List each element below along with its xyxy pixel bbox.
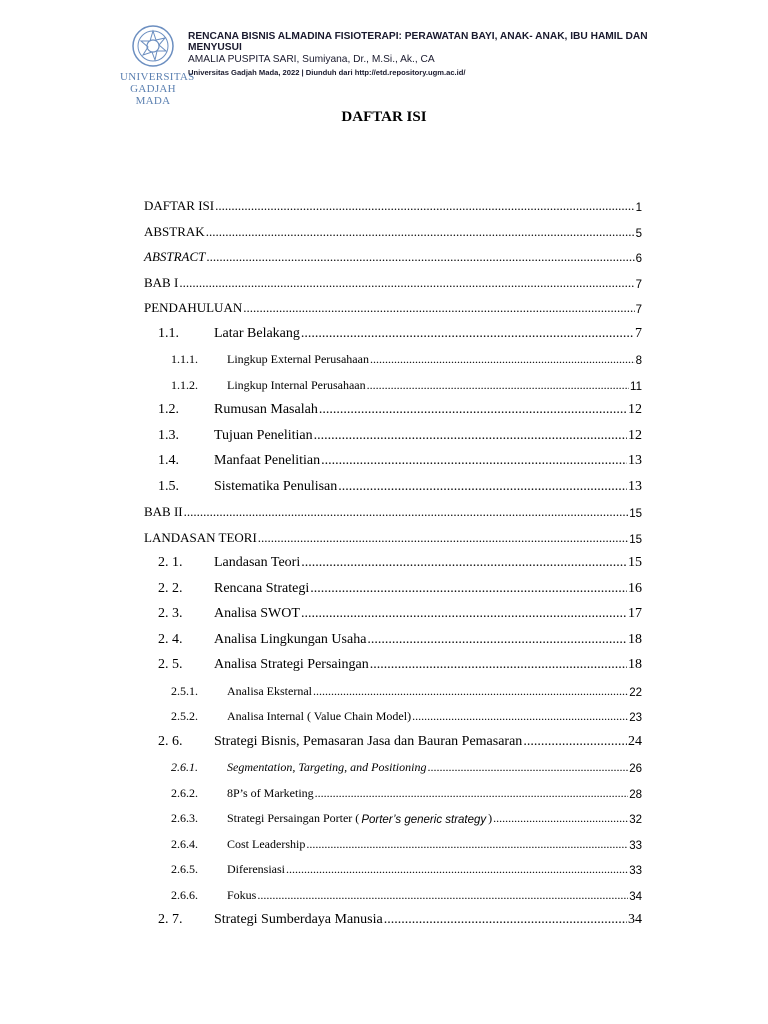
logo-text-line2: GADJAH MADA	[130, 83, 176, 107]
toc-entry-2-6-2[interactable]	[144, 781, 642, 801]
toc-entry-pendahuluan[interactable]	[144, 296, 642, 316]
toc-number: 2.6.3.	[171, 811, 198, 825]
toc-page: 1	[635, 202, 642, 214]
leader-dots	[286, 862, 628, 877]
leader-dots	[258, 530, 628, 546]
toc-number: 2.5.2.	[171, 709, 198, 723]
leader-dots	[206, 224, 635, 240]
leader-dots	[370, 657, 627, 673]
leader-dots	[301, 326, 634, 342]
toc-entry-daftar-isi[interactable]	[144, 194, 642, 214]
toc-number: 2.6.4.	[171, 836, 198, 851]
toc-label: Analisa SWOT	[214, 606, 300, 621]
leader-dots	[179, 275, 634, 291]
toc-entry-landasan-teori-chapter[interactable]	[144, 526, 642, 546]
toc-page: 12	[628, 427, 642, 443]
toc-entry-2-6[interactable]	[144, 730, 642, 750]
document-header	[120, 24, 760, 107]
toc-label: Cost Leadership	[227, 836, 306, 851]
toc-label-close: )	[488, 811, 493, 825]
toc-number: 2. 4.	[158, 631, 183, 647]
leader-dots	[384, 912, 627, 928]
leader-dots	[310, 581, 627, 597]
leader-dots	[315, 786, 629, 801]
toc-label: BAB II	[144, 504, 183, 519]
toc-entry-1-2[interactable]	[144, 398, 642, 418]
toc-label: Rencana Strategi	[214, 580, 310, 596]
toc-page: 17	[628, 606, 642, 621]
toc-entry-2-7[interactable]	[144, 908, 642, 928]
toc-page: 15	[628, 555, 642, 570]
toc-label: Rumusan Masalah	[214, 402, 318, 417]
toc-label: ABSTRACT	[144, 249, 206, 264]
toc-label: Diferensiasi	[227, 862, 285, 876]
leader-dots	[367, 378, 629, 393]
toc-number: 1.3.	[158, 427, 179, 443]
toc-entry-2-5-2[interactable]	[144, 704, 642, 724]
toc-number: 2. 3.	[158, 606, 183, 621]
header-authors: AMALIA PUSPITA SARI, Sumiyana, Dr., M.Si., Ak., CA	[188, 54, 435, 65]
page-title: DAFTAR ISI	[341, 109, 427, 125]
toc-number: 1.4.	[158, 453, 179, 468]
toc-page: 22	[629, 686, 642, 699]
toc-number: 1.1.2.	[171, 377, 198, 392]
toc-label-part: Strategi Persaingan Porter (	[227, 811, 360, 825]
toc-label: Analisa Strategi Persaingan	[214, 657, 369, 672]
toc-entry-1-1-2[interactable]	[144, 373, 642, 393]
toc-entry-2-1[interactable]	[144, 551, 642, 571]
toc-page: 12	[628, 402, 642, 417]
toc-number: 2.6.6.	[171, 887, 198, 902]
toc-label: Analisa Lingkungan Usaha	[214, 631, 367, 647]
toc-number: 2. 7.	[158, 912, 183, 927]
toc-label: Analisa Eksternal	[227, 683, 312, 698]
toc-page: 33	[629, 839, 642, 852]
toc-number: 1.1.	[158, 325, 179, 341]
toc-page: 5	[635, 227, 642, 240]
toc-page: 26	[629, 763, 642, 775]
leader-dots	[412, 709, 628, 724]
leader-dots	[206, 249, 634, 265]
toc-page: 34	[628, 912, 642, 927]
toc-entry-1-4[interactable]	[144, 449, 642, 469]
toc-page: 7	[635, 278, 642, 291]
toc-page: 32	[629, 814, 642, 826]
toc-page: 7	[635, 325, 642, 341]
toc-page: 34	[629, 890, 642, 903]
toc-number: 2.6.5.	[171, 862, 198, 876]
leader-dots	[257, 888, 628, 903]
toc-entry-2-4[interactable]	[144, 628, 642, 648]
leader-dots	[313, 684, 628, 699]
leader-dots	[367, 632, 627, 648]
header-source: Universitas Gadjah Mada, 2022 | Diunduh dari http://etd.repository.ugm.ac.id/	[188, 68, 466, 77]
toc-page: 28	[629, 788, 642, 801]
header-title: RENCANA BISNIS ALMADINA FISIOTERAPI: PERAWATAN BAYI, ANAK- ANAK, IBU HAMIL DAN MENYUSUI	[188, 31, 648, 53]
ugm-seal-icon	[127, 24, 179, 70]
leader-dots	[314, 428, 627, 444]
toc-page: 15	[629, 533, 642, 546]
toc-entry-2-2[interactable]	[144, 577, 642, 597]
toc-entry-1-5[interactable]	[144, 475, 642, 495]
toc-entry-2-3[interactable]	[144, 602, 642, 622]
toc-entry-2-6-1[interactable]	[144, 755, 642, 775]
toc-page: 18	[628, 657, 642, 672]
university-logo	[120, 24, 195, 107]
toc-label-italic-part: Porter’s generic strategy	[361, 814, 487, 826]
toc-page: 13	[628, 478, 642, 494]
leader-dots	[301, 555, 627, 571]
toc-label: Sistematika Penulisan	[214, 478, 338, 494]
toc-entry-2-5[interactable]	[144, 653, 642, 673]
leader-dots	[319, 402, 627, 418]
toc-label: Manfaat Penelitian	[214, 453, 321, 468]
toc-number: 2. 2.	[158, 580, 183, 596]
toc-label: Landasan Teori	[214, 555, 301, 570]
toc-number: 2.5.1.	[171, 683, 198, 698]
toc-page: 8	[635, 355, 642, 367]
toc-page: 15	[629, 508, 642, 520]
toc-entry-2-5-1[interactable]	[144, 679, 642, 699]
toc-number: 1.5.	[158, 478, 179, 494]
toc-label: BAB I	[144, 274, 179, 290]
toc-label: Lingkup External Perusahaan	[227, 352, 369, 366]
toc-label: PENDAHULUAN	[144, 300, 243, 315]
toc-page: 33	[629, 865, 642, 877]
toc-entry-1-1-1[interactable]	[144, 347, 642, 367]
logo-text-line1: UNIVERSITAS	[120, 71, 195, 83]
toc-entry-1-1[interactable]	[144, 322, 642, 342]
toc-entry-abstrak[interactable]	[144, 220, 642, 240]
toc-label: ABSTRAK	[144, 223, 205, 239]
leader-dots	[243, 300, 634, 316]
toc-number: 1.2.	[158, 402, 179, 417]
leader-dots	[184, 504, 629, 520]
toc-label: 8P’s of Marketing	[227, 785, 314, 800]
leader-dots	[215, 198, 634, 214]
toc-entry-2-6-5[interactable]	[144, 857, 642, 877]
toc-entry-2-6-4[interactable]	[144, 832, 642, 852]
toc-label: Latar Belakang	[214, 325, 300, 341]
leader-dots	[493, 811, 628, 826]
toc-page: 7	[635, 304, 642, 316]
toc-label: Strategi Bisnis, Pemasaran Jasa dan Bauran Pemasaran	[214, 733, 523, 749]
toc-number: 2. 6.	[158, 733, 183, 749]
toc-entry-2-6-3[interactable]	[144, 806, 642, 826]
leader-dots	[321, 453, 627, 469]
toc-entry-1-3[interactable]	[144, 424, 642, 444]
toc-number: 2.6.2.	[171, 785, 198, 800]
leader-dots	[338, 479, 627, 495]
toc-label: Fokus	[227, 887, 257, 902]
toc-label: DAFTAR ISI	[144, 198, 215, 213]
toc-number: 2. 5.	[158, 657, 183, 672]
toc-label: Segmentation, Targeting, and Positioning	[227, 760, 427, 774]
leader-dots	[523, 734, 627, 750]
leader-dots	[370, 352, 635, 367]
toc-page: 13	[628, 453, 642, 468]
leader-dots	[427, 760, 628, 775]
toc-page: 6	[635, 253, 642, 265]
toc-page: 23	[629, 712, 642, 724]
toc-page: 11	[630, 380, 642, 393]
leader-dots	[301, 606, 627, 622]
toc-number: 2. 1.	[158, 555, 183, 570]
toc-entry-bab-ii[interactable]	[144, 500, 642, 520]
toc-label: Tujuan Penelitian	[214, 427, 313, 443]
toc-label: LANDASAN TEORI	[144, 529, 257, 545]
leader-dots	[306, 837, 628, 852]
toc-number: 1.1.1.	[171, 352, 198, 366]
toc-label: Lingkup Internal Perusahaan	[227, 377, 366, 392]
toc-label: Analisa Internal ( Value Chain Model)	[227, 709, 412, 723]
toc-page: 18	[628, 631, 642, 647]
toc-number: 2.6.1.	[171, 760, 198, 774]
toc-entry-abstract[interactable]	[144, 245, 642, 265]
toc-page: 24	[628, 733, 642, 749]
toc-page: 16	[628, 580, 642, 596]
toc-entry-2-6-6[interactable]	[144, 883, 642, 903]
toc-entry-bab-i[interactable]	[144, 271, 642, 291]
toc-label: Strategi Sumberdaya Manusia	[214, 912, 383, 927]
